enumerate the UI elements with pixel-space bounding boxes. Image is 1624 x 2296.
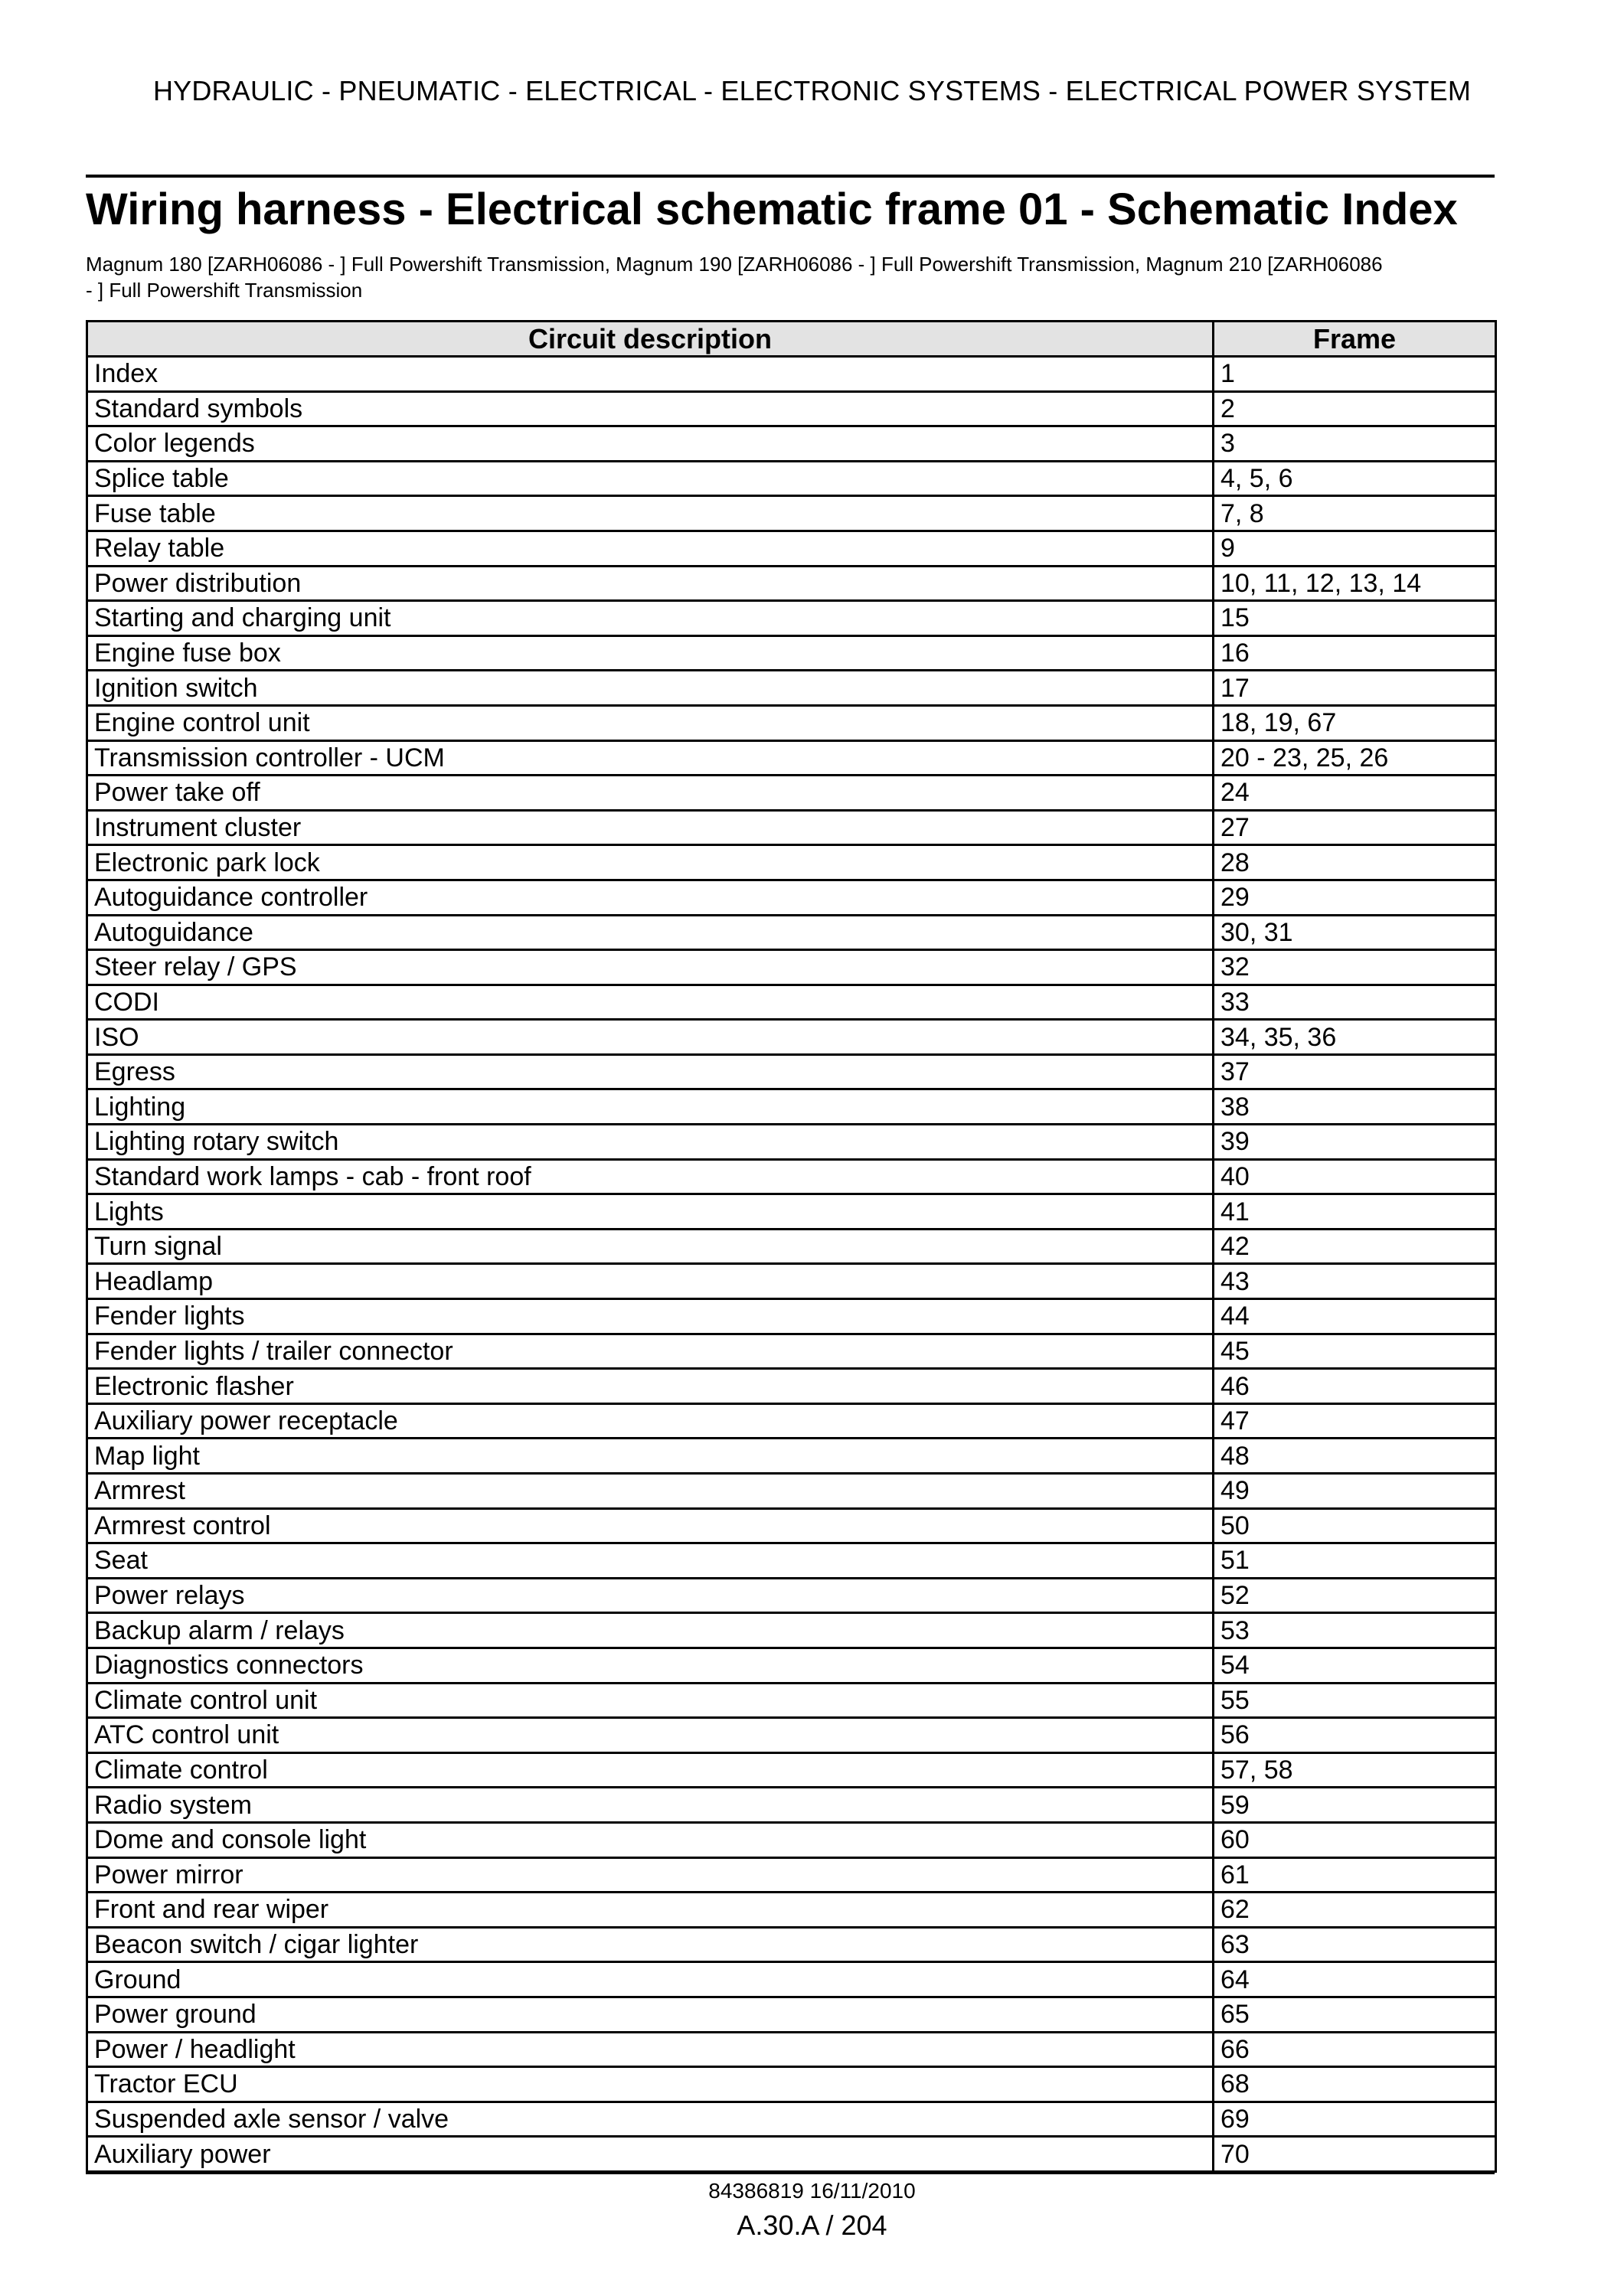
circuit-description-cell: Index	[87, 357, 1214, 392]
frame-cell: 17	[1214, 671, 1496, 706]
table-row	[87, 566, 1496, 601]
circuit-description-cell: Backup alarm / relays	[87, 1613, 1214, 1648]
page-reference: A.30.A / 204	[737, 2209, 887, 2241]
table-row	[87, 1508, 1496, 1543]
table-row	[87, 1718, 1496, 1753]
applicability-line-1: Magnum 180 [ZARH06086 - ] Full Powershift Transmission, Magnum 190 [ZARH06086 - ] Full Powershift Transmission, Magnum 210 [ZARH06086	[86, 253, 1383, 276]
circuit-description-cell: Egress	[87, 1054, 1214, 1089]
frame-cell: 62	[1214, 1893, 1496, 1928]
footer-rule	[86, 2171, 1495, 2174]
circuit-description-cell: Standard symbols	[87, 391, 1214, 426]
table-row	[87, 2032, 1496, 2067]
table-row	[87, 1229, 1496, 1264]
model-applicability	[86, 251, 1464, 303]
circuit-description-cell: Power distribution	[87, 566, 1214, 601]
circuit-description-cell: Color legends	[87, 426, 1214, 462]
frame-cell: 7, 8	[1214, 496, 1496, 531]
circuit-description-cell: Seat	[87, 1543, 1214, 1579]
frame-cell: 53	[1214, 1613, 1496, 1648]
frame-cell: 20 - 23, 25, 26	[1214, 740, 1496, 776]
table-row	[87, 1962, 1496, 1997]
frame-cell: 57, 58	[1214, 1752, 1496, 1788]
circuit-description-cell: Splice table	[87, 461, 1214, 496]
table-row	[87, 880, 1496, 915]
circuit-description-cell: Autoguidance controller	[87, 880, 1214, 915]
table-row	[87, 1648, 1496, 1683]
table-row	[87, 496, 1496, 531]
table-row	[87, 950, 1496, 985]
circuit-description-cell: Relay table	[87, 531, 1214, 566]
circuit-description-cell: Power relays	[87, 1578, 1214, 1613]
circuit-description-cell: Standard work lamps - cab - front roof	[87, 1159, 1214, 1194]
table-row	[87, 357, 1496, 392]
table-row	[87, 1369, 1496, 1404]
circuit-description-cell: Autoguidance	[87, 915, 1214, 950]
circuit-description-cell: CODI	[87, 985, 1214, 1020]
table-row	[87, 391, 1496, 426]
table-row	[87, 1683, 1496, 1718]
circuit-description-cell: Power mirror	[87, 1857, 1214, 1893]
frame-cell: 2	[1214, 391, 1496, 426]
table-body	[87, 357, 1496, 2172]
frame-cell: 39	[1214, 1125, 1496, 1160]
circuit-description-cell: Front and rear wiper	[87, 1893, 1214, 1928]
frame-cell: 29	[1214, 880, 1496, 915]
frame-cell: 47	[1214, 1403, 1496, 1439]
table-row	[87, 1020, 1496, 1055]
frame-cell: 48	[1214, 1439, 1496, 1474]
table-row	[87, 1403, 1496, 1439]
circuit-description-cell: Lighting	[87, 1089, 1214, 1125]
frame-cell: 37	[1214, 1054, 1496, 1089]
table-row	[87, 1997, 1496, 2032]
frame-cell: 54	[1214, 1648, 1496, 1683]
circuit-description-cell: Auxiliary power receptacle	[87, 1403, 1214, 1439]
frame-cell: 52	[1214, 1578, 1496, 1613]
circuit-description-cell: Starting and charging unit	[87, 601, 1214, 636]
frame-cell: 51	[1214, 1543, 1496, 1579]
circuit-description-cell: Tractor ECU	[87, 2067, 1214, 2102]
table-row	[87, 1439, 1496, 1474]
circuit-description-cell: Map light	[87, 1439, 1214, 1474]
frame-cell: 59	[1214, 1788, 1496, 1823]
circuit-description-cell: Climate control unit	[87, 1683, 1214, 1718]
frame-cell: 60	[1214, 1822, 1496, 1857]
frame-cell: 63	[1214, 1927, 1496, 1962]
table-row	[87, 1089, 1496, 1125]
frame-cell: 28	[1214, 845, 1496, 880]
circuit-description-cell: Ground	[87, 1962, 1214, 1997]
circuit-description-cell: Turn signal	[87, 1229, 1214, 1264]
circuit-description-cell: Electronic park lock	[87, 845, 1214, 880]
table-row	[87, 1194, 1496, 1230]
table-row	[87, 915, 1496, 950]
circuit-description-cell: Fender lights / trailer connector	[87, 1334, 1214, 1369]
table-row	[87, 1054, 1496, 1089]
frame-cell: 1	[1214, 357, 1496, 392]
column-header-circuit-description: Circuit description	[87, 322, 1214, 357]
frame-cell: 27	[1214, 810, 1496, 845]
frame-cell: 3	[1214, 426, 1496, 462]
table-row	[87, 2102, 1496, 2137]
frame-cell: 66	[1214, 2032, 1496, 2067]
circuit-description-cell: Ignition switch	[87, 671, 1214, 706]
circuit-description-cell: Fender lights	[87, 1299, 1214, 1334]
table-row	[87, 845, 1496, 880]
table-row	[87, 635, 1496, 671]
circuit-description-cell: ISO	[87, 1020, 1214, 1055]
table-row	[87, 1752, 1496, 1788]
circuit-description-cell: Lights	[87, 1194, 1214, 1230]
table-row	[87, 1264, 1496, 1299]
frame-cell: 38	[1214, 1089, 1496, 1125]
table-row	[87, 1578, 1496, 1613]
circuit-description-cell: Auxiliary power	[87, 2137, 1214, 2172]
table-header-row	[87, 322, 1496, 357]
document-number: 84386819 16/11/2010	[708, 2179, 916, 2203]
frame-cell: 30, 31	[1214, 915, 1496, 950]
table-row	[87, 1857, 1496, 1893]
circuit-description-cell: Steer relay / GPS	[87, 950, 1214, 985]
frame-cell: 24	[1214, 776, 1496, 811]
circuit-description-cell: Power / headlight	[87, 2032, 1214, 2067]
title-rule	[86, 175, 1495, 178]
column-header-frame: Frame	[1214, 322, 1496, 357]
frame-cell: 46	[1214, 1369, 1496, 1404]
table-row	[87, 1474, 1496, 1509]
table-row	[87, 1125, 1496, 1160]
circuit-description-cell: Radio system	[87, 1788, 1214, 1823]
frame-cell: 49	[1214, 1474, 1496, 1509]
circuit-description-cell: Suspended axle sensor / valve	[87, 2102, 1214, 2137]
frame-cell: 50	[1214, 1508, 1496, 1543]
table-row	[87, 810, 1496, 845]
table-row	[87, 426, 1496, 462]
circuit-description-cell: Electronic flasher	[87, 1369, 1214, 1404]
circuit-description-cell: Dome and console light	[87, 1822, 1214, 1857]
frame-cell: 61	[1214, 1857, 1496, 1893]
table-row	[87, 1543, 1496, 1579]
frame-cell: 65	[1214, 1997, 1496, 2032]
page-title: Wiring harness - Electrical schematic frame 01 - Schematic Index	[86, 185, 1458, 234]
circuit-description-cell: Beacon switch / cigar lighter	[87, 1927, 1214, 1962]
circuit-description-cell: Power take off	[87, 776, 1214, 811]
frame-cell: 70	[1214, 2137, 1496, 2172]
frame-cell: 55	[1214, 1683, 1496, 1718]
frame-cell: 10, 11, 12, 13, 14	[1214, 566, 1496, 601]
frame-cell: 4, 5, 6	[1214, 461, 1496, 496]
frame-cell: 33	[1214, 985, 1496, 1020]
circuit-description-cell: ATC control unit	[87, 1718, 1214, 1753]
circuit-description-cell: Diagnostics connectors	[87, 1648, 1214, 1683]
circuit-description-cell: Engine control unit	[87, 705, 1214, 740]
table-row	[87, 1788, 1496, 1823]
circuit-description-cell: Armrest control	[87, 1508, 1214, 1543]
frame-cell: 15	[1214, 601, 1496, 636]
table-row	[87, 776, 1496, 811]
circuit-description-cell: Headlamp	[87, 1264, 1214, 1299]
frame-cell: 16	[1214, 635, 1496, 671]
frame-cell: 43	[1214, 1264, 1496, 1299]
table-row	[87, 740, 1496, 776]
frame-cell: 42	[1214, 1229, 1496, 1264]
table-row	[87, 985, 1496, 1020]
frame-cell: 69	[1214, 2102, 1496, 2137]
frame-cell: 32	[1214, 950, 1496, 985]
table-row	[87, 2067, 1496, 2102]
circuit-description-cell: Instrument cluster	[87, 810, 1214, 845]
table-row	[87, 671, 1496, 706]
circuit-description-cell: Armrest	[87, 1474, 1214, 1509]
circuit-description-cell: Lighting rotary switch	[87, 1125, 1214, 1160]
frame-cell: 40	[1214, 1159, 1496, 1194]
circuit-description-cell: Engine fuse box	[87, 635, 1214, 671]
circuit-description-cell: Transmission controller - UCM	[87, 740, 1214, 776]
frame-cell: 45	[1214, 1334, 1496, 1369]
table-row	[87, 1893, 1496, 1928]
table-row	[87, 1822, 1496, 1857]
table-row	[87, 2137, 1496, 2172]
frame-cell: 64	[1214, 1962, 1496, 1997]
frame-cell: 9	[1214, 531, 1496, 566]
running-header: HYDRAULIC - PNEUMATIC - ELECTRICAL - ELECTRONIC SYSTEMS - ELECTRICAL POWER SYSTEM	[152, 75, 1472, 106]
applicability-line-2: - ] Full Powershift Transmission	[86, 279, 363, 302]
table-row	[87, 601, 1496, 636]
frame-cell: 18, 19, 67	[1214, 705, 1496, 740]
table-row	[87, 1299, 1496, 1334]
frame-cell: 56	[1214, 1718, 1496, 1753]
table-row	[87, 1613, 1496, 1648]
circuit-description-cell: Fuse table	[87, 496, 1214, 531]
table-row	[87, 1927, 1496, 1962]
table-row	[87, 461, 1496, 496]
table-row	[87, 705, 1496, 740]
table-row	[87, 531, 1496, 566]
circuit-description-cell: Climate control	[87, 1752, 1214, 1788]
schematic-index-table	[86, 320, 1497, 2173]
frame-cell: 44	[1214, 1299, 1496, 1334]
frame-cell: 41	[1214, 1194, 1496, 1230]
circuit-description-cell: Power ground	[87, 1997, 1214, 2032]
frame-cell: 68	[1214, 2067, 1496, 2102]
frame-cell: 34, 35, 36	[1214, 1020, 1496, 1055]
table-row	[87, 1159, 1496, 1194]
table-row	[87, 1334, 1496, 1369]
